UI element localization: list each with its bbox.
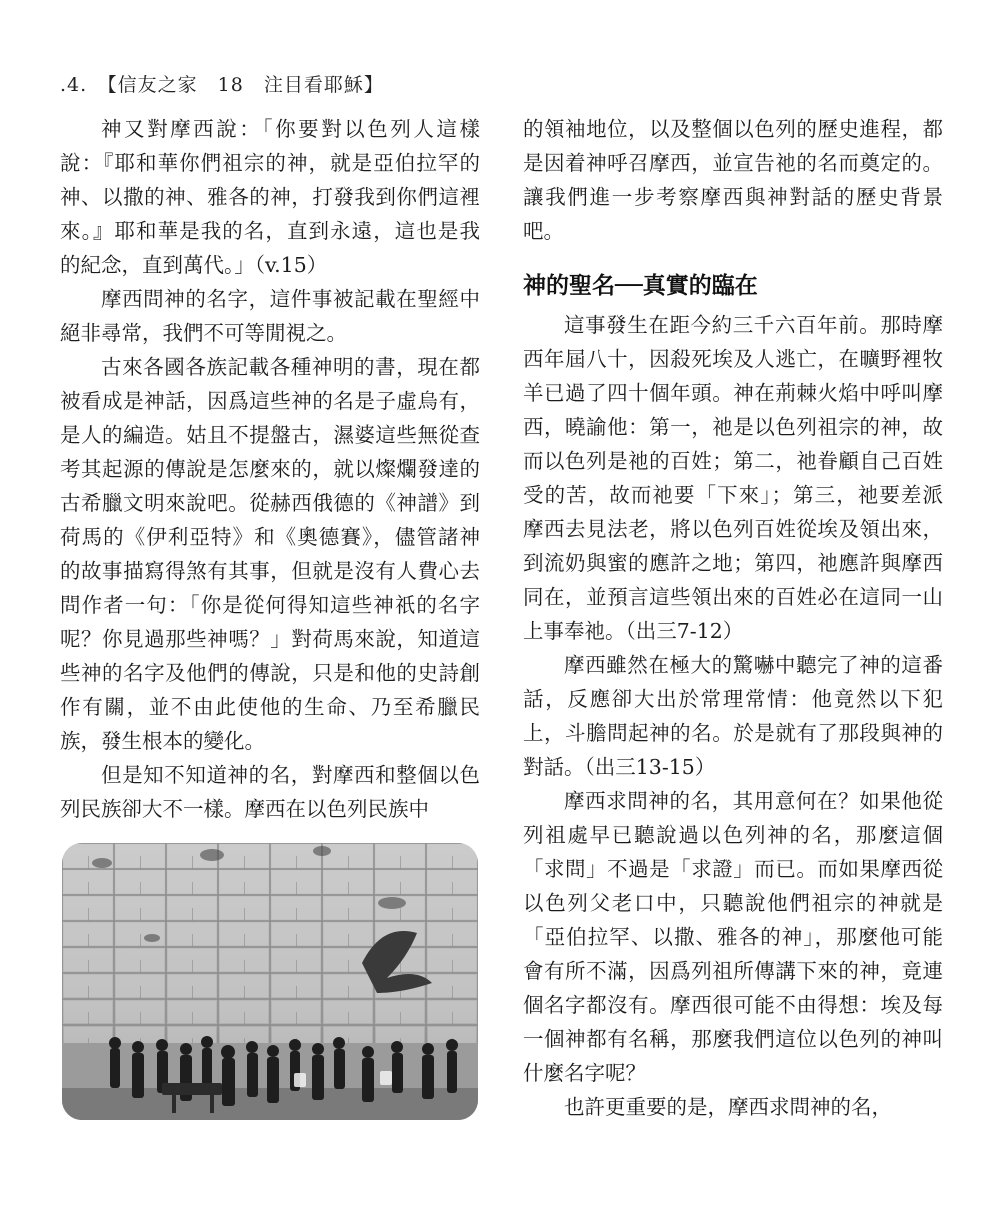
western-wall-photo: [62, 843, 478, 1120]
page-header: .4. 【信友之家 18 注目看耶穌】: [60, 74, 384, 96]
paragraph: 摩西雖然在極大的驚嚇中聽完了神的這番話，反應卻大出於常理常情：他竟然以下犯上，斗膽問起神的名。於是就有了那段與神的對話。（出三13-15）: [523, 653, 943, 779]
western-wall-illustration: [62, 843, 478, 1120]
paragraph: 摩西求問神的名，其用意何在？如果他從列祖處早已聽說過以色列神的名，那麼這個「求問」不過是「求證」而已。而如果摩西從以色列父老口中，只聽說他們祖宗的神就是「亞伯拉罕、以撒、雅各的神」，那麼他可能會有所不滿，因爲列祖所傳講下來的神，竟連個名字都沒有。摩西很可能不由得想：埃及每一個神都有名稱，那麼我們這位以色列的神叫什麼名字呢？: [523, 789, 943, 1085]
paragraph: 摩西問神的名字，這件事被記載在聖經中絕非尋常，我們不可等閒視之。: [60, 287, 480, 345]
section-heading: 神的聖名──真實的臨在: [523, 273, 758, 299]
paragraph: 古來各國各族記載各種神明的書，現在都被看成是神話，因爲這些神的名是子虛烏有，是人的編造。姑且不提盤古，濕婆這些無從查考其起源的傳說是怎麼來的，就以燦爛發達的古希臘文明來說吧。從赫西俄德的《神譜》到荷馬的《伊利亞特》和《奧德賽》，儘管諸神的故事描寫得煞有其事，但就是沒有人費心去問作者一句：「你是從何得知這些神祇的名字呢？你見過那些神嗎？」對荷馬來說，知道這些神的名字及他們的傳說，只是和他的史詩創作有關，並不由此使他的生命、乃至希臘民族，發生根本的變化。: [60, 355, 480, 753]
right-column: [523, 112, 943, 1124]
paragraph: 這事發生在距今約三千六百年前。那時摩西年屆八十，因殺死埃及人逃亡，在曠野裡牧羊已過了四十個年頭。神在荊棘火焰中呼叫摩西，曉諭他：第一，祂是以色列祖宗的神，故而以色列是祂的百姓；第二，祂眷顧自己百姓受的苦，故而祂要「下來」；第三，祂要差派摩西去見法老，將以色列百姓從埃及領出來，到流奶與蜜的應許之地；第四，祂應許與摩西同在，並預言這些領出來的百姓必在這同一山上事奉祂。（出三7-12）: [523, 313, 943, 643]
paragraph-continued: 的領袖地位，以及整個以色列的歷史進程，都是因着神呼召摩西，並宣告祂的名而奠定的。讓我們進一步考察摩西與神對話的歷史背景吧。: [523, 117, 943, 243]
paragraph: 也許更重要的是，摩西求問神的名，: [564, 1095, 892, 1119]
paragraph: 神又對摩西說：「你要對以色列人這樣說：『耶和華你們祖宗的神，就是亞伯拉罕的神、以撒的神、雅各的神，打發我到你們這裡來。』耶和華是我的名，直到永遠，這也是我的紀念，直到萬代。」（v.15）: [60, 117, 480, 277]
left-column: [60, 112, 480, 826]
paragraph: 但是知不知道神的名，對摩西和整個以色列民族卻大不一樣。摩西在以色列民族中: [60, 763, 480, 821]
